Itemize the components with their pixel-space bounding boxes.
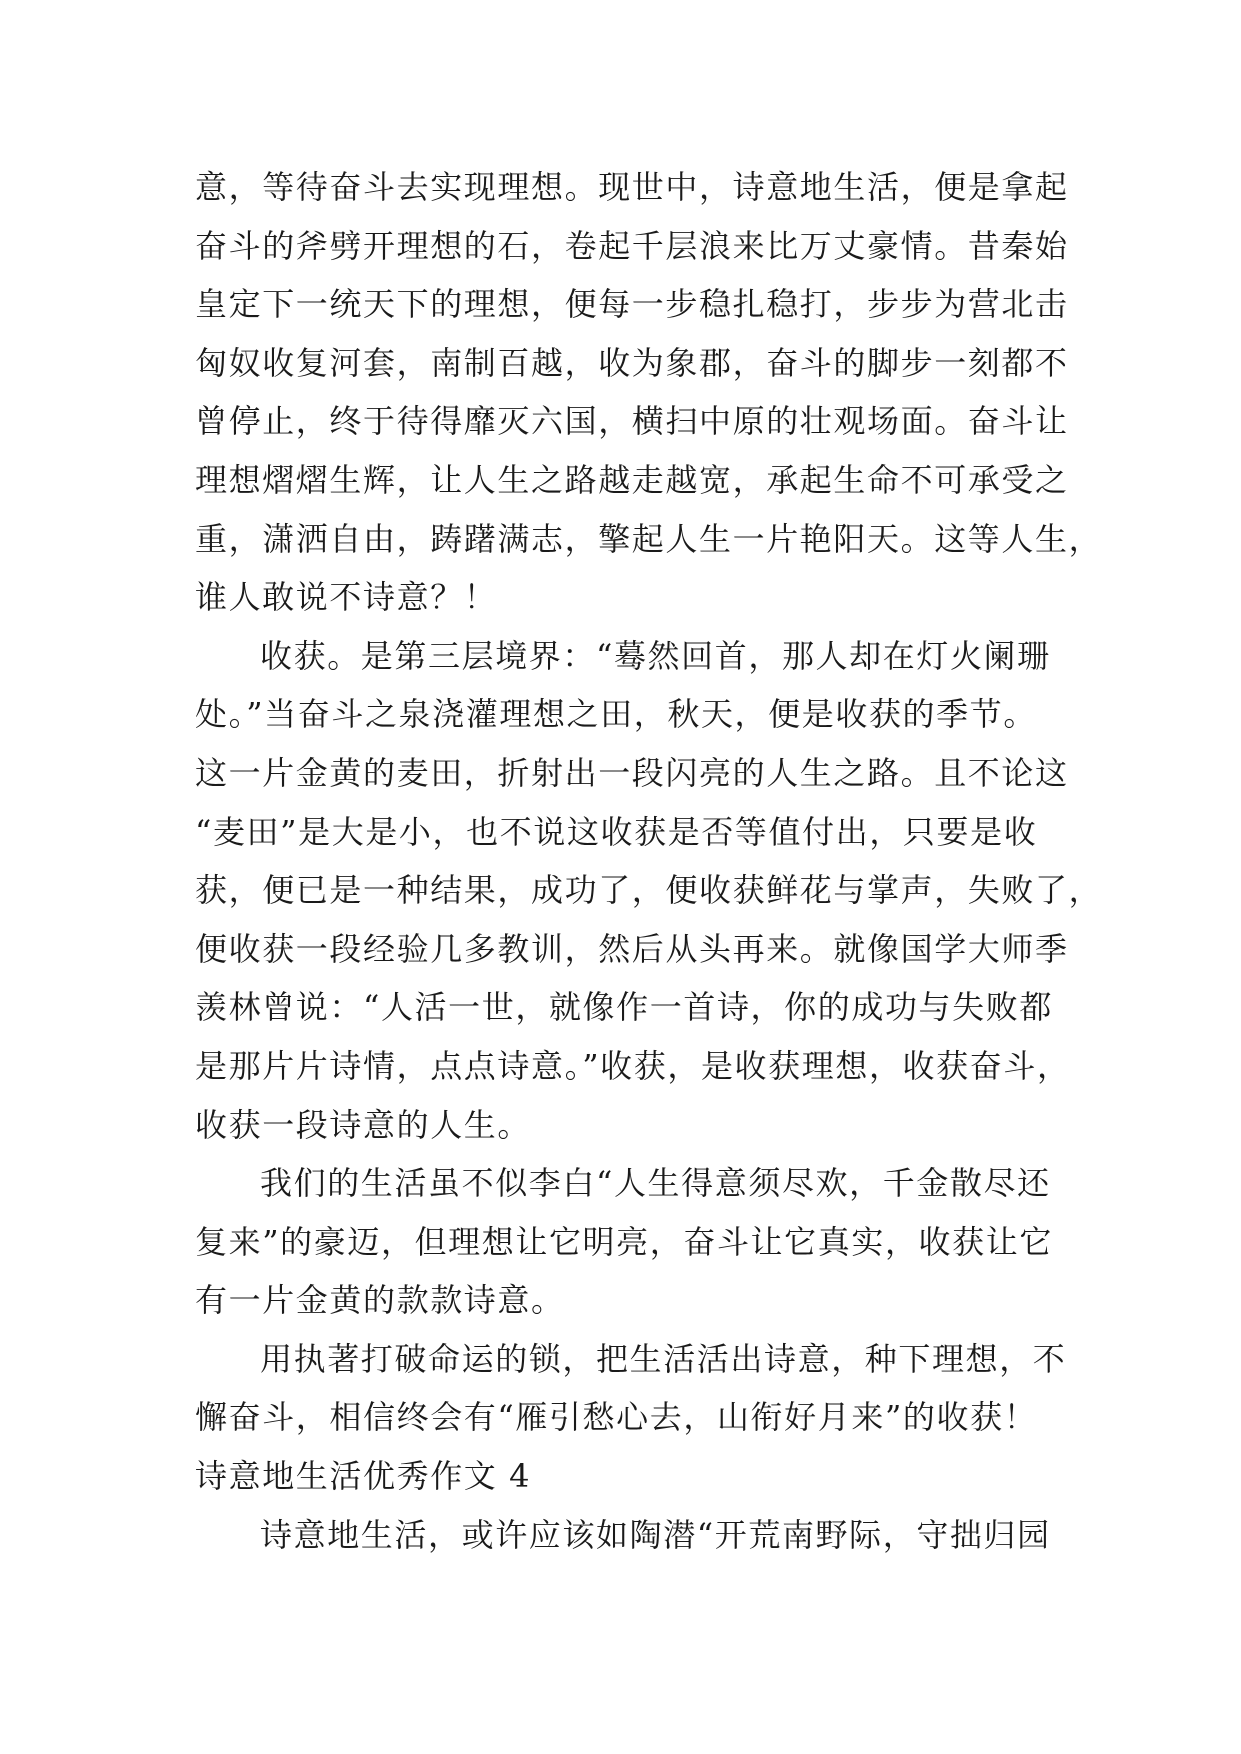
text-line: 谁人敢说不诗意？！ — [195, 578, 498, 617]
text-line: 便收获一段经验几多教训，然后从头再来。就像国学大师季 — [195, 929, 1069, 968]
text-line: 复来”的豪迈，但理想让它明亮，奋斗让它真实，收获让它 — [195, 1222, 1053, 1261]
essay-body — [195, 158, 1103, 1564]
text-line: 诗意地生活，或许应该如陶潜“开荒南野际，守拙归园 — [260, 1515, 1051, 1554]
text-line: 收获一段诗意的人生。 — [195, 1105, 532, 1144]
text-line: 是那片片诗情，点点诗意。”收获，是收获理想，收获奋斗， — [195, 1046, 1071, 1085]
text-line: “麦田”是大是小，也不说这收获是否等值付出，只要是收 — [195, 812, 1038, 851]
text-line: 懈奋斗，相信终会有“雁引愁心去，山衔好月来”的收获！ — [195, 1398, 1038, 1437]
text-line: 诗意地生活优秀作文 4 — [195, 1457, 532, 1496]
text-line: 有一片金黄的款款诗意。 — [195, 1281, 565, 1320]
text-line: 曾停止，终于待得靡灭六国，横扫中原的壮观场面。奋斗让 — [195, 402, 1069, 441]
text-line: 羡林曾说：“人活一世，就像作一首诗，你的成功与失败都 — [195, 988, 1053, 1027]
text-line: 获，便已是一种结果，成功了，便收获鲜花与掌声，失败了， — [195, 871, 1103, 910]
text-line: 收获。是第三层境界：“蓦然回首，那人却在灯火阑珊 — [260, 636, 1051, 675]
text-line: 这一片金黄的麦田，折射出一段闪亮的人生之路。且不论这 — [195, 753, 1069, 792]
text-line: 我们的生活虽不似李白“人生得意须尽欢，千金散尽还 — [260, 1164, 1051, 1203]
text-line: 奋斗的斧劈开理想的石，卷起千层浪来比万丈豪情。昔秦始 — [195, 226, 1069, 265]
text-line: 用执著打破命运的锁，把生活活出诗意，种下理想，不 — [260, 1339, 1067, 1378]
text-line: 重，潇洒自由，踌躇满志，擎起人生一片艳阳天。这等人生， — [195, 519, 1103, 558]
text-line: 处。”当奋斗之泉浇灌理想之田，秋天，便是收获的季节。 — [195, 695, 1037, 734]
text-line: 皇定下一统天下的理想，便每一步稳扎稳打，步步为营北击 — [195, 285, 1069, 324]
text-line: 匈奴收复河套，南制百越，收为象郡，奋斗的脚步一刻都不 — [195, 343, 1069, 382]
text-line: 意，等待奋斗去实现理想。现世中，诗意地生活，便是拿起 — [195, 168, 1069, 206]
text-line: 理想熠熠生辉，让人生之路越走越宽，承起生命不可承受之 — [195, 460, 1069, 499]
